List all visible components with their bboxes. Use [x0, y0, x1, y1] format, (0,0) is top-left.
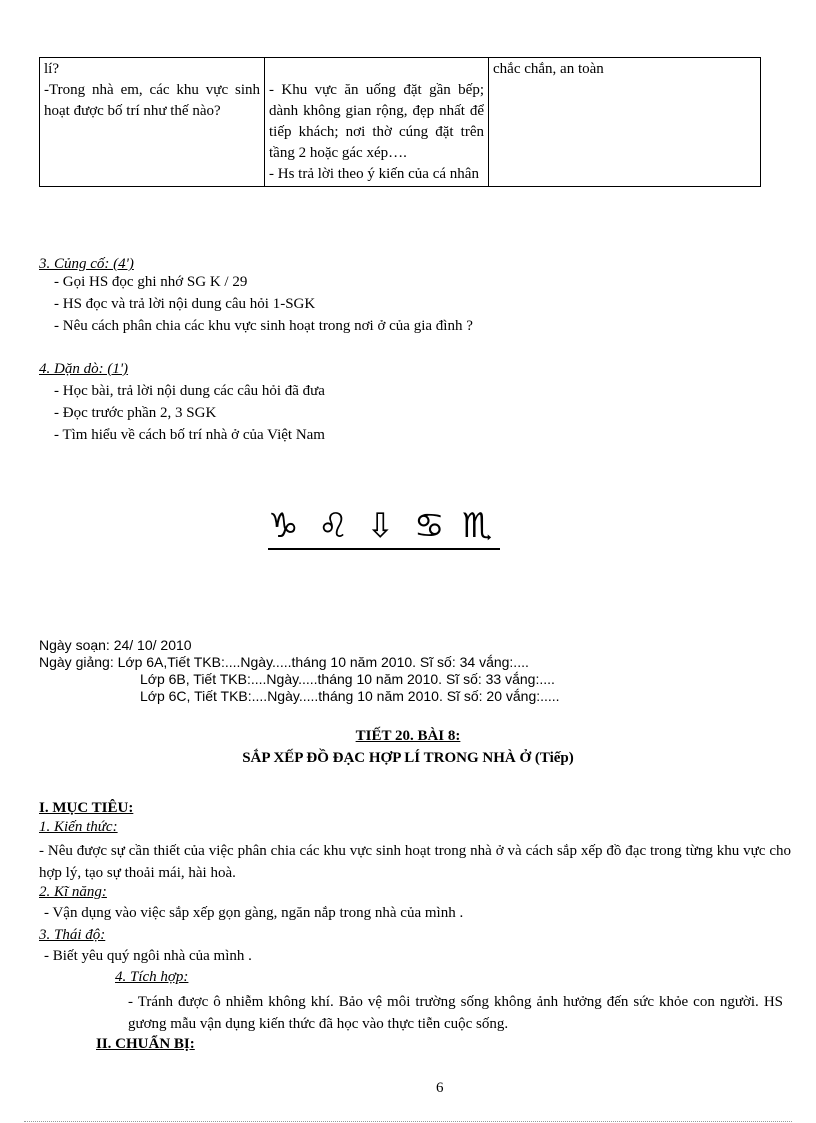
cungco-item-1: - Gọi HS đọc ghi nhớ SG K / 29 — [54, 274, 248, 290]
answer-line-1: - Khu vực ăn uống đặt gần bếp; dành không gian rộng, đẹp nhất để tiếp khách; nơi thờ cúng đặt trên tầng 2 hoặc gác xép…. — [269, 82, 484, 161]
ngay-giang-6b: Lớp 6B, Tiết TKB:....Ngày.....tháng 10 năm 2010. Sĩ số: 33 vắng:.... — [140, 671, 555, 687]
kinang-text: - Vận dụng vào việc sắp xếp gọn gàng, ngăn nắp trong nhà của mình . — [44, 905, 464, 921]
tichhop-heading: 4. Tích hợp: — [115, 969, 189, 985]
scorpio-icon: ♏ — [462, 506, 493, 546]
cungco-heading: 3. Củng cố: (4') — [39, 256, 134, 272]
thaido-text: - Biết yêu quý ngôi nhà của mình . — [44, 948, 252, 964]
cungco-item-2: - HS đọc và trả lời nội dung câu hỏi 1-SGK — [54, 296, 316, 312]
ngay-giang-6c: Lớp 6C, Tiết TKB:....Ngày.....tháng 10 năm 2010. Sĩ số: 20 vắng:..... — [140, 688, 560, 704]
ngay-giang-6a: Ngày giảng: Lớp 6A,Tiết TKB:....Ngày.....tháng 10 năm 2010. Sĩ số: 34 vắng:.... — [39, 654, 529, 670]
tichhop-text: - Tránh được ô nhiễm không khí. Bảo vệ môi trường sống không ảnh hưởng đến sức khỏe con người. HS gương mẫu vận dụng kiến thức đã học vào thực tiễn cuộc sống. — [128, 994, 783, 1032]
objectives-heading: I. MỤC TIÊU: — [39, 800, 134, 816]
note-line-1: chắc chắn, an toàn — [493, 61, 604, 77]
table-cell-answer — [265, 58, 489, 187]
answer-line-2: - Hs trả lời theo ý kiến của cá nhân — [269, 166, 479, 182]
chuanbi-heading: II. CHUẨN BỊ: — [96, 1036, 195, 1052]
page-bottom-border — [24, 1121, 792, 1122]
leo-icon: ♌ — [318, 506, 349, 546]
page-number: 6 — [436, 1080, 444, 1096]
activity-table — [39, 57, 761, 187]
kinang-heading: 2. Kĩ năng: — [39, 884, 107, 900]
lesson-title: TIẾT 20. BÀI 8: — [355, 728, 461, 744]
table-cell-note — [489, 58, 761, 187]
dando-item-3: - Tìm hiểu về cách bố trí nhà ở của Việt Nam — [54, 427, 325, 443]
cancer-icon: ♋ — [414, 506, 445, 546]
cungco-item-3: - Nêu cách phân chia các khu vực sinh hoạt trong nơi ở của gia đình ? — [54, 318, 473, 334]
kienthuc-text: - Nêu được sự cần thiết của việc phân chia các khu vực sinh hoạt trong nhà ở và cách sắp xếp đồ đạc trong từng khu vực cho hợp lý, tạo sự thoải mái, hài hoà. — [39, 843, 791, 881]
lesson-subtitle: SẮP XẾP ĐỒ ĐẠC HỢP LÍ TRONG NHÀ Ở (Tiếp) — [242, 750, 574, 766]
capricorn-icon: ♑ — [268, 506, 299, 546]
divider-symbols — [268, 506, 500, 550]
ngay-soan: Ngày soạn: 24/ 10/ 2010 — [39, 637, 192, 653]
question-line-2: -Trong nhà em, các khu vực sinh hoạt được bố trí như thế nào? — [44, 82, 260, 119]
thaido-heading: 3. Thái độ: — [39, 927, 106, 943]
dando-heading: 4. Dặn dò: (1') — [39, 361, 129, 377]
kienthuc-heading: 1. Kiến thức: — [39, 819, 118, 835]
dando-item-2: - Đọc trước phần 2, 3 SGK — [54, 405, 217, 421]
down-arrow-icon: ⇩ — [366, 506, 395, 546]
dando-item-1: - Học bài, trả lời nội dung các câu hỏi đã đưa — [54, 383, 325, 399]
table-cell-question — [40, 58, 265, 187]
question-line-1: lí? — [44, 61, 59, 77]
divider-underline — [268, 548, 500, 550]
